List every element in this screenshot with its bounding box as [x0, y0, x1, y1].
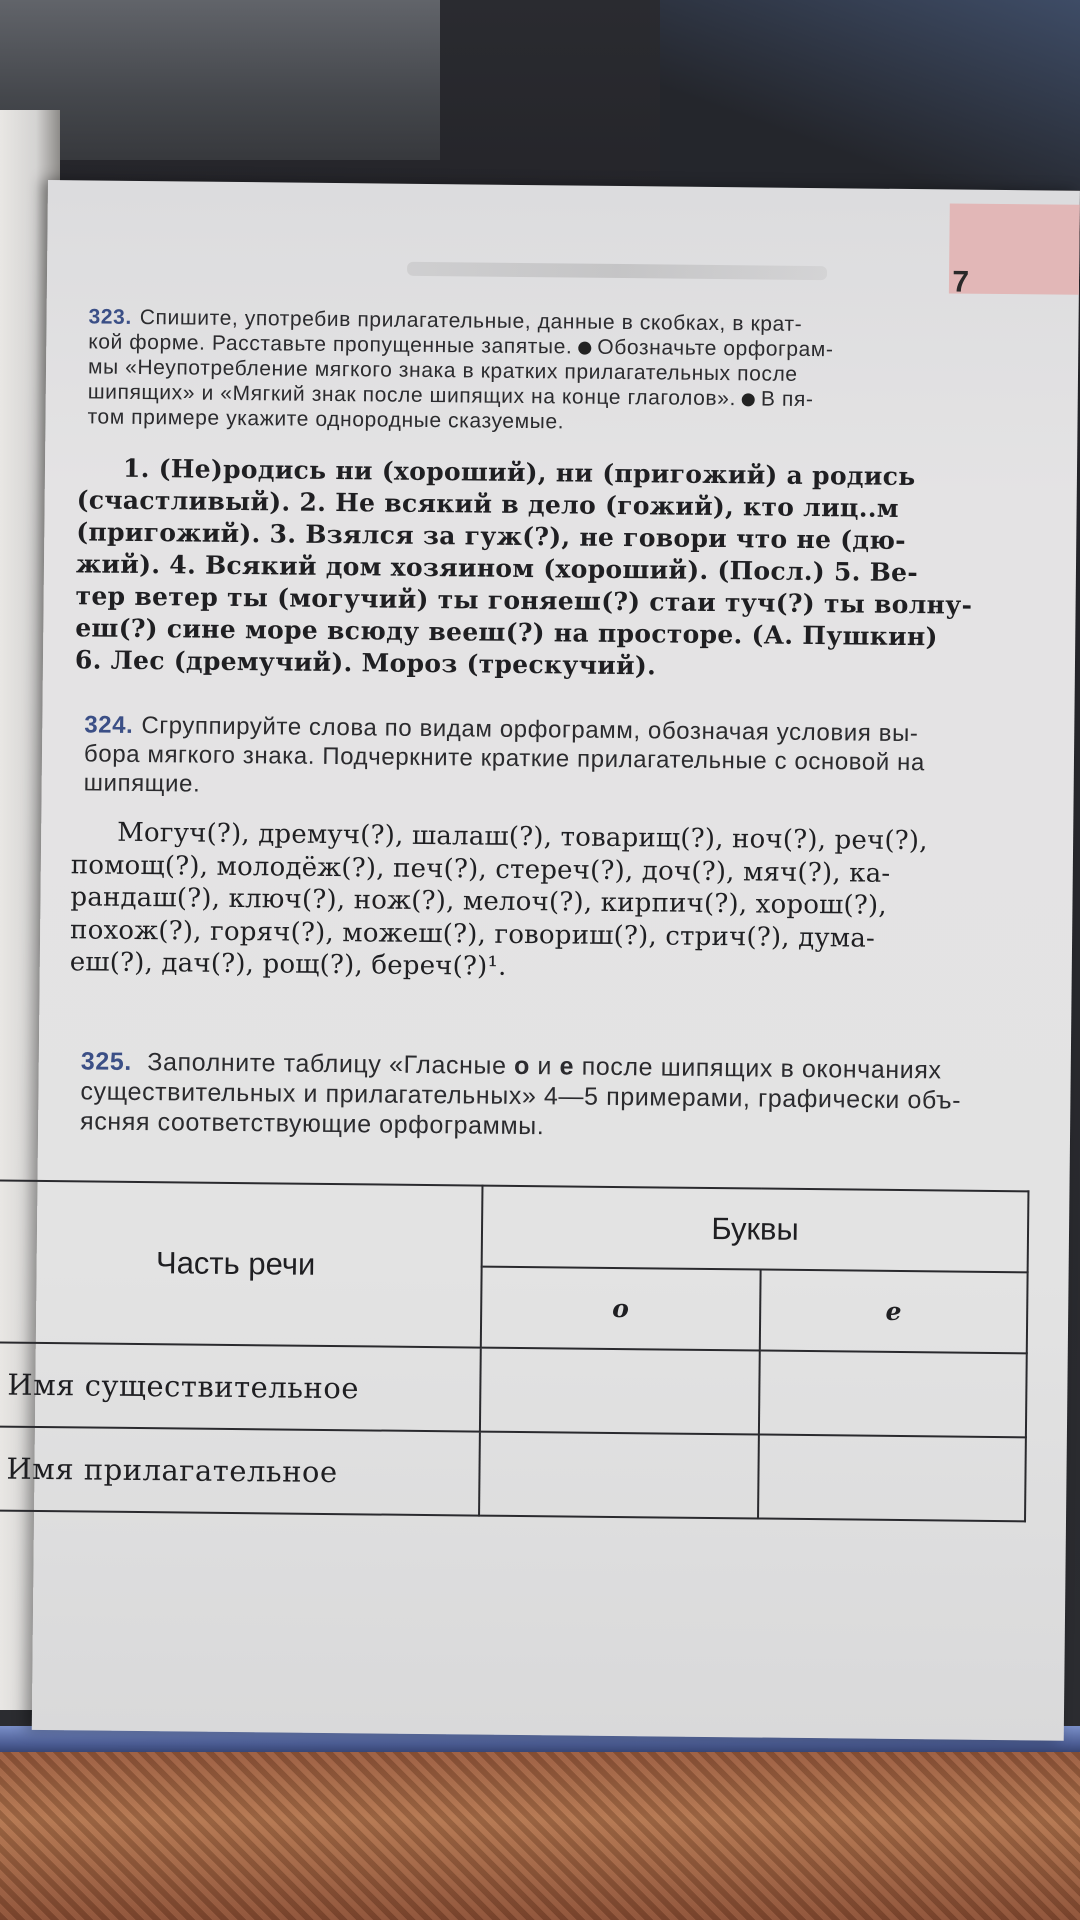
word-line: еш(?), дач(?), рощ(?), береч(?)¹.: [69, 947, 507, 982]
cell-noun-o[interactable]: [480, 1348, 760, 1435]
instruction-text: после шипящих в окончаниях: [581, 1052, 942, 1085]
task-324-word-list: [70, 816, 1032, 989]
cell-adjective-o[interactable]: [479, 1432, 759, 1519]
letter-o: о: [513, 1051, 531, 1081]
row-label-adjective: Имя прилагательное: [0, 1426, 480, 1515]
header-letter-e: е: [760, 1270, 1028, 1354]
row-label-noun: Имя существительное: [0, 1342, 481, 1431]
header-letters: Буквы: [482, 1186, 1029, 1273]
instruction-line: кой форме. Расставьте пропущенные запятые.: [88, 330, 573, 359]
instruction-line: Сгруппируйте слова по видам орфограмм, обозначая условия вы-: [141, 712, 919, 748]
instruction-text: Заполните таблицу «Гласные: [147, 1048, 507, 1080]
instruction-text: и: [537, 1052, 553, 1081]
cell-adjective-e[interactable]: [758, 1435, 1026, 1522]
exercise-line: 6. Лес (дремучий). Мороз (трескучий).: [74, 645, 657, 681]
letter-e: е: [559, 1052, 575, 1081]
task-324-instruction: [84, 710, 1005, 807]
task-number: 325.: [80, 1047, 132, 1076]
task-323-exercise-text: [75, 452, 1007, 686]
background-object: [660, 0, 1080, 190]
instruction-line: В пя-: [760, 387, 814, 412]
word-line: похож(?), горяч(?), можеш(?), говориш(?), стрич(?), дума-: [69, 914, 876, 954]
exercise-line: (пригожий). 3. Взялся за гуж(?), не говори что не (дю-: [76, 517, 907, 556]
running-header: [407, 262, 827, 280]
instruction-line: существительных и прилагательных» 4—5 примерами, графически объ-: [80, 1077, 962, 1115]
task-325-instruction: [80, 1046, 1001, 1146]
word-line: рандаш(?), ключ(?), нож(?), мелоч(?), кирпич(?), хорош(?),: [70, 882, 887, 921]
instruction-line: том примере укажите однородные сказуемые.: [87, 405, 565, 434]
word-line: помощ(?), молодёж(?), печ(?), стереч(?), доч(?), мяч(?), ка-: [70, 849, 891, 889]
header-letter-o: о: [481, 1267, 761, 1351]
instruction-line: ясняя соответствующие орфограммы.: [79, 1107, 545, 1141]
spelling-table: [0, 1179, 1029, 1522]
textbook-page: [6, 180, 1080, 1741]
instruction-line: мы «Неупотребление мягкого знака в кратких прилагательных после: [87, 355, 798, 386]
carpet: [0, 1752, 1080, 1920]
task-number: 324.: [84, 711, 134, 739]
instruction-line: шипящих» и «Мягкий знак после шипящих на конце глаголов».: [87, 380, 737, 411]
bullet-icon: [578, 342, 591, 355]
header-part-of-speech: Часть речи: [0, 1180, 482, 1347]
bullet-icon: [742, 393, 755, 406]
instruction-line: Обозначьте орфограм-: [597, 335, 834, 362]
exercise-line: тер ветер ты (могучий) ты гоняеш(?) стаи туч(?) ты волну-: [75, 581, 973, 620]
task-323-instruction: [87, 304, 1008, 439]
exercise-line: 1. (Не)родись ни (хороший), ни (пригожий) а родись: [122, 453, 916, 492]
table-row: [0, 1342, 1027, 1437]
table-header-row: [0, 1180, 1028, 1272]
instruction-line: бора мягкого знака. Подчеркните краткие прилагательные с основой на: [83, 740, 926, 777]
exercise-line: (счастливый). 2. Не всякий в дело (гожий), кто лиц..м: [76, 485, 899, 523]
table-row: [0, 1426, 1026, 1521]
instruction-line: Спишите, употребив прилагательные, данные в скобках, в крат-: [139, 305, 803, 336]
page-number: 7: [952, 265, 970, 299]
background-object: [0, 0, 440, 160]
cell-noun-e[interactable]: [759, 1351, 1027, 1438]
exercise-line: еш(?) сине море всюду вееш(?) на просторе. (А. Пушкин): [75, 613, 938, 652]
task-number: 323.: [88, 305, 132, 329]
word-line: Могуч(?), дремуч(?), шалаш(?), товарищ(?), ноч(?), реч(?),: [117, 817, 928, 857]
exercise-line: жий). 4. Всякий дом хозяином (хороший). (Посл.) 5. Ве-: [75, 549, 919, 588]
instruction-line: шипящие.: [83, 769, 201, 798]
